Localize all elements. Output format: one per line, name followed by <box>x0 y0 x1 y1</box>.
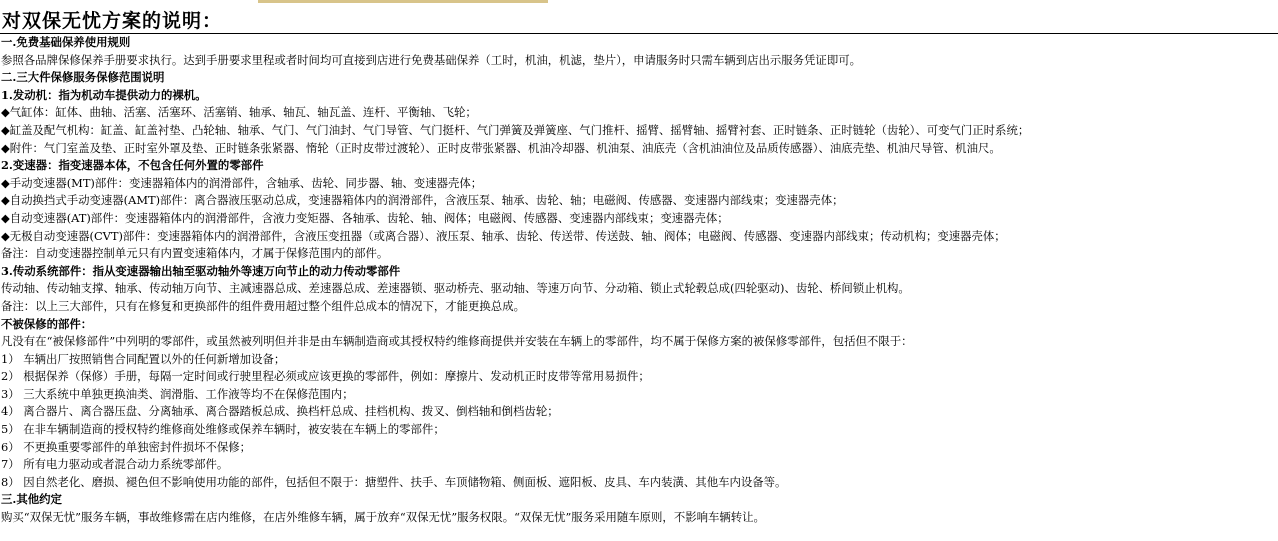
line-15: 传动轴、传动轴支撑、轴承、传动轴万向节、主减速器总成、差速器总成、差速器锁、驱动桥壳、驱动轴、等速万向节、分动箱、锁止式轮毂总成(四轮驱动)、齿轮、桥间锁止机构。 <box>1 281 910 296</box>
line-22: 4） 离合器片、离合器压盘、分离轴承、离合器踏板总成、换档杆总成、挂档机构、拨叉、倒档轴和倒档齿轮； <box>1 404 559 419</box>
line-3: 二.三大件保修服务保修范围说明 <box>1 70 165 85</box>
line-27: 三.其他约定 <box>1 492 62 507</box>
line-20: 2） 根据保养（保修）手册，每隔一定时间或行驶里程必须或应该更换的零部件，例如：摩擦片、发动机正时皮带等常用易损件； <box>1 369 650 384</box>
line-10: ◆自动换挡式手动变速器(AMT)部件：离合器液压驱动总成，变速器箱体内的润滑部件，含液压泵、轴承、齿轮、轴；电磁阀、传感器、变速器内部线束；变速器壳体； <box>1 193 844 208</box>
line-7: ◆附件：气门室盖及垫、正时室外罩及垫、正时链条张紧器、惰轮（正时皮带过渡轮）、正时皮带张紧器、机油冷却器、机油泵、油底壳（含机油油位及品质传感器）、油底壳垫、机油尺导管、机油尺。 <box>1 140 1001 155</box>
line-25: 7） 所有电力驱动或者混合动力系统零部件。 <box>1 457 229 472</box>
line-23: 5） 在非车辆制造商的授权特约维修商处维修或保养车辆时，被安装在车辆上的零部件； <box>1 422 445 437</box>
line-21: 3） 三大系统中单独更换油类、润滑脂、工作液等均不在保修范围内； <box>1 386 354 401</box>
line-16: 备注：以上三大部件，只有在修复和更换部件的组件费用超过整个组件总成本的情况下，才能更换总成。 <box>1 298 525 313</box>
page-title: 对双保无忧方案的说明： <box>2 10 223 32</box>
line-4: 1.发动机：指为机动车提供动力的裸机。 <box>1 87 207 102</box>
line-2: 参照各品牌保修保养手册要求执行。达到手册要求里程或者时间均可直接到店进行免费基础保养（工时，机油，机滤，垫片），申请服务时只需车辆到店出示服务凭证即可。 <box>1 52 861 67</box>
line-5: ◆气缸体：缸体、曲轴、活塞、活塞环、活塞销、轴承、轴瓦、轴瓦盖、连杆、平衡轴、飞轮； <box>1 105 477 120</box>
line-19: 1） 车辆出厂按照销售合同配置以外的任何新增加设备； <box>1 351 286 366</box>
line-11: ◆自动变速器(AT)部件：变速器箱体内的润滑部件，含液力变矩器、各轴承、齿轮、轴、阀体；电磁阀、传感器、变速器内部线束；变速器壳体； <box>1 210 729 225</box>
line-26: 8） 因自然老化、磨损、褪色但不影响使用功能的部件，包括但不限于：搪塑件、扶手、车顶储物箱、侧面板、遮阳板、皮具、车内装潢、其他车内设备等。 <box>1 474 787 489</box>
line-18: 凡没有在“被保修部件”中列明的零部件，或虽然被列明但并非是由车辆制造商或其授权特约维修商提供并安装在车辆上的零部件，均不属于保修方案的被保修零部件，包括但不限于： <box>1 334 913 349</box>
line-24: 6） 不更换重要零部件的单独密封件损坏不保修； <box>1 439 252 454</box>
document-body <box>0 34 1278 527</box>
line-8: 2.变速器：指变速器本体，不包含任何外置的零部件 <box>1 158 264 173</box>
line-14: 3.传动系统部件：指从变速器输出轴至驱动轴外等速万向节止的动力传动零部件 <box>1 263 401 278</box>
line-28: 购买“双保无忧”服务车辆，事故维修需在店内维修，在店外维修车辆，属于放弃“双保无忧”服务权限。“双保无忧”服务采用随车原则，不影响车辆转让。 <box>1 510 765 525</box>
top-accent-bar <box>258 0 548 3</box>
line-17: 不被保修的部件： <box>1 316 93 331</box>
line-12: ◆无极自动变速器(CVT)部件：变速器箱体内的润滑部件，含液压变扭器（或离合器）、液压泵、轴承、齿轮、传送带、传送鼓、轴、阀体；电磁阀、传感器、变速器内部线束；传动机构；变速器壳体； <box>1 228 1006 243</box>
line-13: 备注：自动变速器控制单元只有内置变速箱体内，才属于保修范围内的部件。 <box>1 246 389 261</box>
line-1: 一.免费基础保养使用规则 <box>1 35 131 49</box>
line-6: ◆缸盖及配气机构：缸盖、缸盖衬垫、凸轮轴、轴承、气门、气门油封、气门导管、气门挺杆、气门弹簧及弹簧座、气门推杆、摇臂、摇臂轴、摇臂衬套、正时链条、正时链轮（齿轮）、可变气门正时系统； <box>1 122 1030 137</box>
line-9: ◆手动变速器(MT)部件：变速器箱体内的润滑部件，含轴承、齿轮、同步器、轴、变速器壳体； <box>1 175 483 190</box>
